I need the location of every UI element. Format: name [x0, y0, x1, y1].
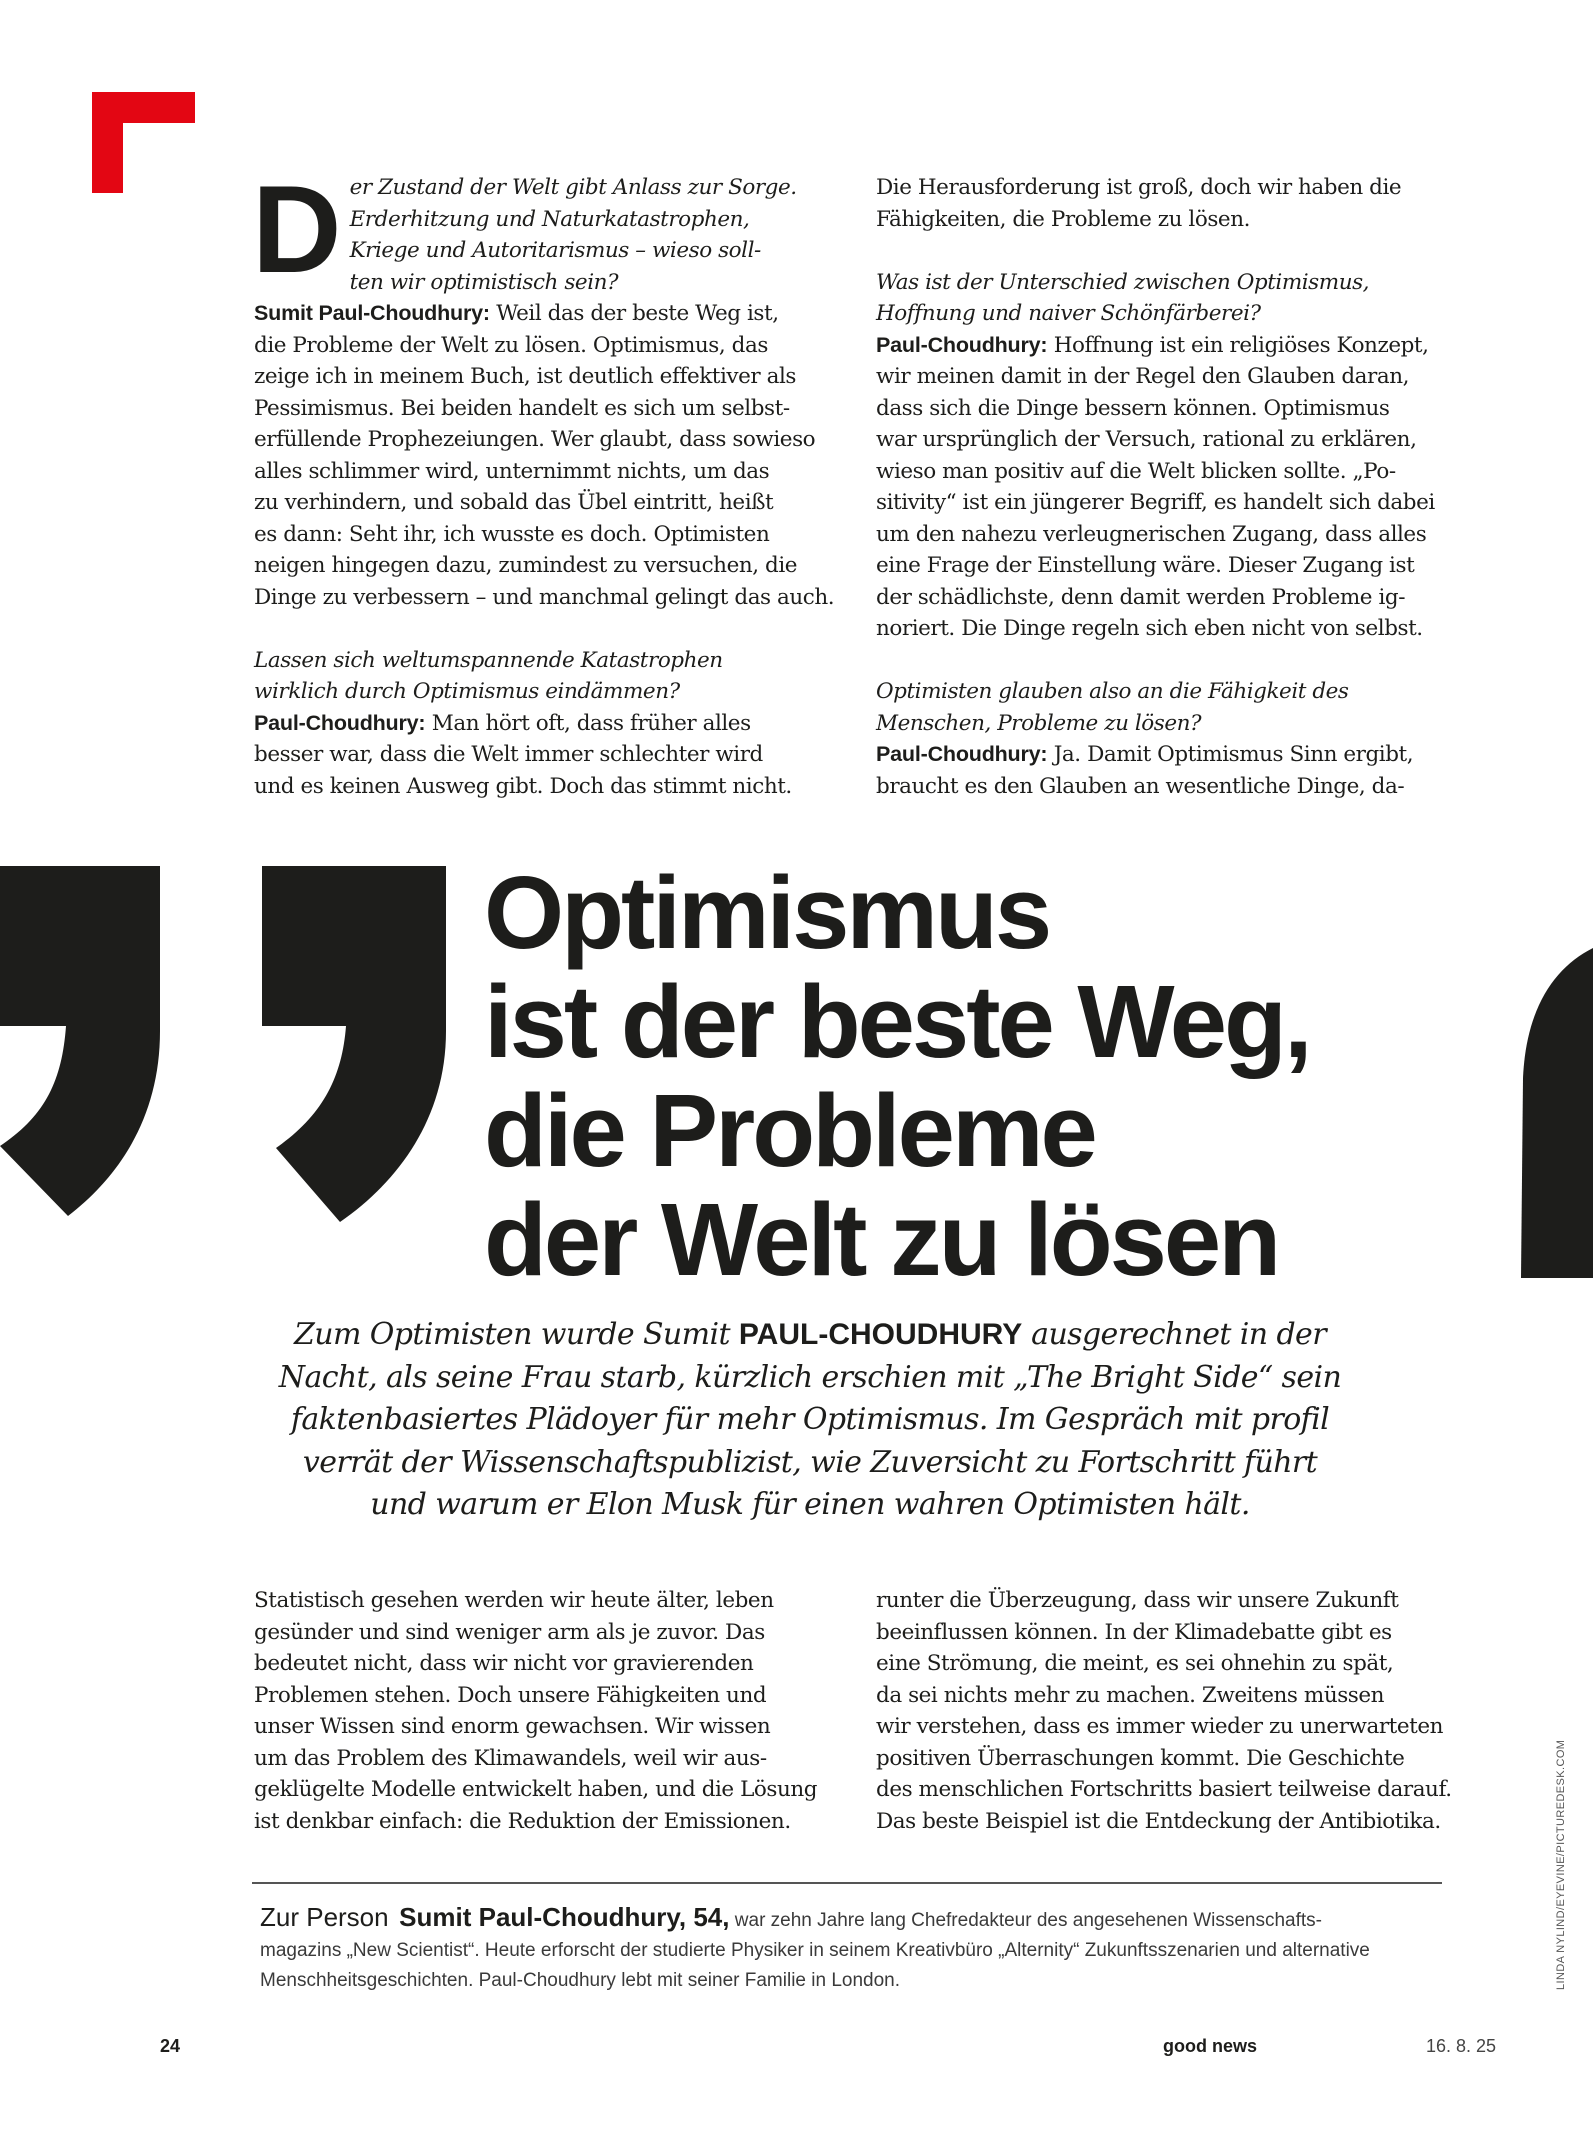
- question-4: Optimisten glauben also an die Fähigkeit des Menschen, Probleme zu lösen?: [876, 679, 1349, 736]
- interview-column-top-right: [876, 172, 1476, 802]
- opening-quote-mark-icon: [0, 866, 450, 1236]
- speaker-label: Paul-Choudhury:: [876, 332, 1048, 357]
- drop-cap: D: [252, 161, 340, 299]
- interviewee-name: PAUL-CHOUDHURY: [738, 1318, 1023, 1351]
- person-name: Sumit Paul-Choudhury, 54,: [399, 1902, 730, 1932]
- speaker-label: Sumit Paul-Choudhury:: [254, 301, 490, 325]
- lead-paragraph: Zum Optimisten wurde Sumit PAUL-CHOUDHURY ausgerechnet in der Nacht, als seine Frau starb, kürzlich erschien mit „The Bright Side“ sein faktenbasiertes Plädoyer für mehr Optimismus. Im Gespräch mit profil verrät der Wissenschaftspublizist, wie Zuversicht zu Fortschritt führt und warum er Elon Musk für einen wahren Optimisten hält.: [278, 1317, 1342, 1522]
- red-corner-mark: [92, 92, 195, 193]
- closing-quote-mark-icon: [1518, 948, 1593, 1278]
- interview-column-top-left: [252, 161, 844, 802]
- question-1: er Zustand der Welt gibt Anlass zur Sorge. Erderhitzung und Naturkatastrophen, Kriege und Autoritarismus – wieso soll- ten wir optimistisch sein?: [349, 175, 797, 295]
- divider-rule: [252, 1882, 1442, 1884]
- question-3: Was ist der Unterschied zwischen Optimismus, Hoffnung und naiver Schönfärberei?: [876, 269, 1370, 326]
- headline: Optimismus ist der beste Weg, die Probleme der Welt zu lösen: [484, 855, 1310, 1297]
- issue-date: 16. 8. 25: [1426, 2036, 1497, 2056]
- answer-3: Paul-Choudhury: Hoffnung ist ein religiöses Konzept, wir meinen damit in der Regel den Glauben daran, dass sich die Dinge bessern können. Optimismus war ursprünglich der Versuch, rational zu erklären, wieso man positiv auf die Welt blicken sollte. „Po- sitivity“ ist ein jüngerer Begriff, es handelt sich dabei um den nahezu verleugnerischen Zugang, dass alles eine Frage der Einstellung wäre. Dieser Zugang ist der schädlichste, denn damit werden Probleme ig- noriert. Die Dinge regeln sich eben nicht von selbst.: [876, 332, 1435, 641]
- person-label: Zur Person: [260, 1902, 389, 1932]
- section-name: good news: [1163, 2036, 1257, 2056]
- page-number: 24: [160, 2036, 181, 2056]
- speaker-label: Paul-Choudhury:: [876, 742, 1048, 766]
- person-info-box: Zur Person Sumit Paul-Choudhury, 54, war zehn Jahre lang Chefredakteur des angesehenen Wissenschafts- magazins „New Scientist“. Heute erforscht der studierte Physiker in seinem Kreativbüro „Alternity“ Zukunftsszenarien und alternative Menschheitsgeschichten. Paul-Choudhury lebt mit seiner Familie in London.: [260, 1902, 1370, 1991]
- answer-1: Sumit Paul-Choudhury: Weil das der beste Weg ist, die Probleme der Welt zu lösen. Optimismus, das zeige ich in meinem Buch, ist deutlich effektiver als Pessimismus. Bei beiden handelt es sich um selbst- erfüllende Prophezeiungen. Wer glaubt, dass sowieso alles schlimmer wird, unternimmt nichts, um das zu verhindern, und sobald das Übel eintritt, heißt es dann: Seht ihr, ich wusste es doch. Optimisten neigen hingegen dazu, zumindest zu versuchen, die Dinge zu verbessern – und manchmal gelingt das auch.: [254, 301, 835, 610]
- speaker-label: Paul-Choudhury:: [254, 710, 426, 735]
- photo-credit: LINDA NYLIND/EYEVINE/PICTUREDESK.COM: [1555, 1739, 1567, 1990]
- interview-column-bottom-left: Statistisch gesehen werden wir heute älter, leben gesünder und sind weniger arm als je zuvor. Das bedeutet nicht, dass wir nicht vor gravierenden Problemen stehen. Doch unsere Fähigkeiten und unser Wissen sind enorm gewachsen. Wir wissen um das Problem des Klimawandels, weil wir aus- geklügelte Modelle entwickelt haben, und die Lösung ist denkbar einfach: die Reduktion der Emissionen.: [254, 1588, 818, 1834]
- answer-2-continued: Die Herausforderung ist groß, doch wir haben die Fähigkeiten, die Probleme zu lösen.: [876, 175, 1402, 232]
- answer-2: Paul-Choudhury: Man hört oft, dass früher alles besser war, dass die Welt immer schlechter wird und es keinen Ausweg gibt. Doch das stimmt nicht.: [254, 710, 792, 799]
- interview-column-bottom-right: runter die Überzeugung, dass wir unsere Zukunft beeinflussen können. In der Klimadebatte gibt es eine Strömung, die meint, es sei ohnehin zu spät, da sei nichts mehr zu machen. Zweitens müssen wir verstehen, dass es immer wieder zu unerwarteten positiven Überraschungen kommt. Die Geschichte des menschlichen Fortschritts basiert teilweise darauf. Das beste Beispiel ist die Entdeckung der Antibiotika.: [876, 1588, 1452, 1834]
- answer-4: Paul-Choudhury: Ja. Damit Optimismus Sinn ergibt, braucht es den Glauben an wesentliche Dinge, da-: [876, 742, 1414, 799]
- question-2: Lassen sich weltumspannende Katastrophen wirklich durch Optimismus eindämmen?: [254, 647, 723, 704]
